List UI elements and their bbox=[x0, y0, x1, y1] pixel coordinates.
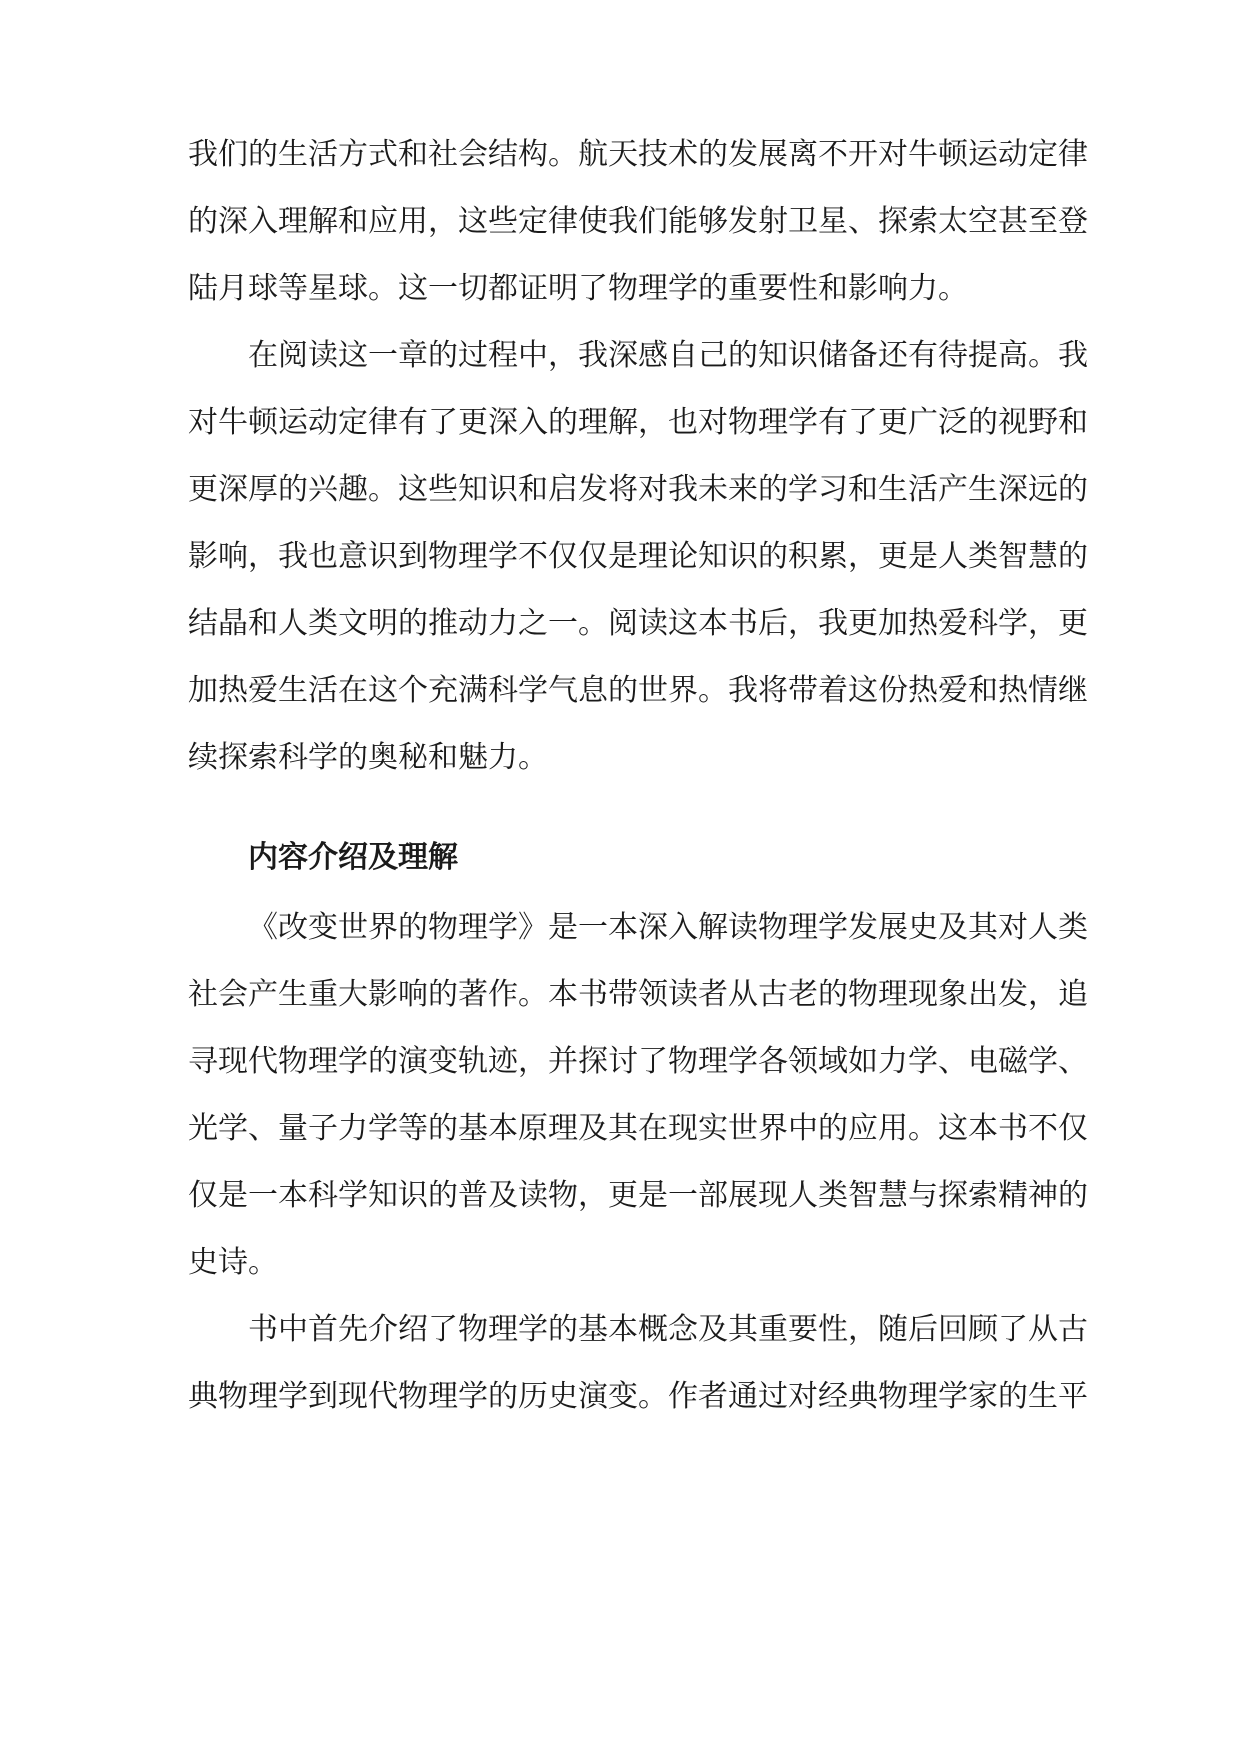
paragraph-4-line-1: 书中首先介绍了物理学的基本概念及其重要性，随后回顾了从古 bbox=[248, 1312, 1088, 1347]
paragraph-1-line-1: 我们的生活方式和社会结构。航天技术的发展离不开对牛顿运动定律 bbox=[188, 137, 1088, 172]
paragraph-3-line-5: 仅是一本科学知识的普及读物，更是一部展现人类智慧与探索精神的 bbox=[188, 1178, 1088, 1213]
paragraph-2-line-7: 续探索科学的奥秘和魅力。 bbox=[188, 740, 548, 775]
paragraph-2-line-5: 结晶和人类文明的推动力之一。阅读这本书后，我更加热爱科学，更 bbox=[188, 606, 1088, 641]
paragraph-1-line-2: 的深入理解和应用，这些定律使我们能够发射卫星、探索太空甚至登 bbox=[188, 204, 1088, 239]
paragraph-2-line-2: 对牛顿运动定律有了更深入的理解，也对物理学有了更广泛的视野和 bbox=[188, 405, 1088, 440]
paragraph-4-line-2: 典物理学到现代物理学的历史演变。作者通过对经典物理学家的生平 bbox=[188, 1379, 1088, 1414]
section-heading: 内容介绍及理解 bbox=[248, 840, 458, 875]
paragraph-3-line-2: 社会产生重大影响的著作。本书带领读者从古老的物理现象出发，追 bbox=[188, 977, 1088, 1012]
paragraph-2-line-6: 加热爱生活在这个充满科学气息的世界。我将带着这份热爱和热情继 bbox=[188, 673, 1088, 708]
paragraph-2-line-1: 在阅读这一章的过程中，我深感自己的知识储备还有待提高。我 bbox=[248, 338, 1088, 373]
paragraph-3-line-6: 史诗。 bbox=[188, 1245, 278, 1280]
paragraph-3-line-1: 《改变世界的物理学》是一本深入解读物理学发展史及其对人类 bbox=[248, 910, 1088, 945]
paragraph-3-line-3: 寻现代物理学的演变轨迹，并探讨了物理学各领域如力学、电磁学、 bbox=[188, 1044, 1088, 1079]
paragraph-3-line-4: 光学、量子力学等的基本原理及其在现实世界中的应用。这本书不仅 bbox=[188, 1111, 1088, 1146]
paragraph-1-line-3: 陆月球等星球。这一切都证明了物理学的重要性和影响力。 bbox=[188, 271, 968, 306]
paragraph-2-line-3: 更深厚的兴趣。这些知识和启发将对我未来的学习和生活产生深远的 bbox=[188, 472, 1088, 507]
paragraph-2-line-4: 影响，我也意识到物理学不仅仅是理论知识的积累，更是人类智慧的 bbox=[188, 539, 1088, 574]
